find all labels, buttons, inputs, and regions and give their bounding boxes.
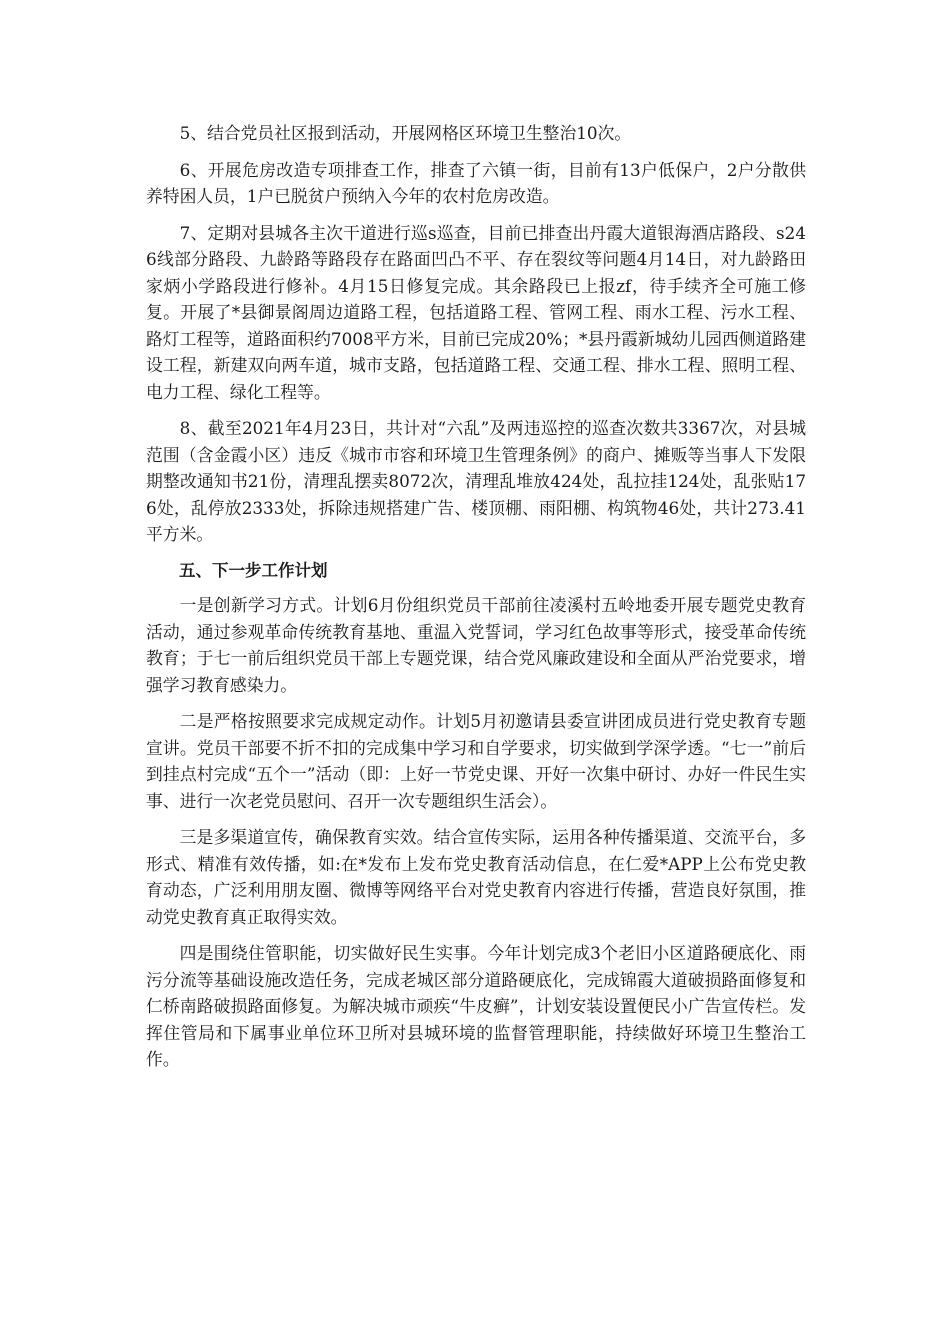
paragraph-item-6: 6、开展危房改造专项排查工作，排查了六镇一街，目前有13户低保户，2户分散供养特困人员，1户已脱贫户预纳入今年的农村危房改造。 — [146, 159, 806, 206]
plan-paragraph-1: 一是创新学习方式。计划6月份组织党员干部前往凌溪村五岭地委开展专题党史教育活动，通过参观革命传统教育基地、重温入党誓词，学习红色故事等形式，接受革命传统教育；于七一前后组织党员干部上专题党课，结合党风廉政建设和全面从严治党要求，增强学习教育感染力。 — [146, 595, 806, 695]
plan-paragraph-4: 四是围绕住管职能，切实做好民生实事。今年计划完成3个老旧小区道路硬底化、雨污分流等基础设施改造任务，完成老城区部分道路硬底化，完成锦霞大道破损路面修复和仁桥南路破损路面修复。为解决城市顽疾“牛皮癣”，计划安装设置便民小广告宣传栏。发挥住管局和下属事业单位环卫所对县城环境的监督管理职能，持续做好环境卫生整治工作。 — [146, 943, 806, 1069]
paragraph-item-8: 8、截至2021年4月23日，共计对“六乱”及两违巡控的巡查次数共3367次，对县城范围（含金霞小区）违反《城市市容和环境卫生管理条例》的商户、摊贩等当事人下发限期整改通知书21份，清理乱摆卖8072次，清理乱堆放424处，乱拉挂124处，乱张贴176处，乱停放2333处，拆除违规搭建广告、楼顶棚、雨阳棚、构筑物46处，共计273.41平方米。 — [146, 418, 806, 544]
document-body — [146, 120, 806, 1083]
plan-paragraph-2: 二是严格按照要求完成规定动作。计划5月初邀请县委宣讲团成员进行党史教育专题宣讲。党员干部要不折不扣的完成集中学习和自学要求，切实做到学深学透。“七一”前后到挂点村完成“五个一”活动（即：上好一节党史课、开好一次集中研讨、办好一件民生实事、进行一次老党员慰问、召开一次专题组织生活会）。 — [146, 711, 806, 811]
paragraph-item-5: 5、结合党员社区报到活动，开展网格区环境卫生整治10次。 — [179, 123, 632, 143]
plan-paragraph-3: 三是多渠道宣传，确保教育实效。结合宣传实际，运用各种传播渠道、交流平台，多形式、精准有效传播，如:在*发布上发布党史教育活动信息，在仁爱*APP上公布党史教育动态，广泛利用朋友圈、微博等网络平台对党史教育内容进行传播，营造良好氛围，推动党史教育真正取得实效。 — [146, 827, 806, 927]
paragraph-item-7: 7、定期对县城各主次干道进行巡s巡查，目前已排查出丹霞大道银海酒店路段、s246线部分路段、九龄路等路段存在路面凹凸不平、存在裂纹等问题4月14日，对九龄路田家炳小学路段进行修补。4月15日修复完成。其余路段已上报zf，待手续齐全可施工修复。开展了*县御景阁周边道路工程，包括道路工程、管网工程、雨水工程、污水工程、路灯工程等，道路面积约7008平方米，目前已完成20%；*县丹霞新城幼儿园西侧道路建设工程，新建双向两车道，城市支路，包括道路工程、交通工程、排水工程、照明工程、电力工程、绿化工程等。 — [146, 222, 806, 402]
section-heading: 五、下一步工作计划 — [179, 560, 328, 580]
